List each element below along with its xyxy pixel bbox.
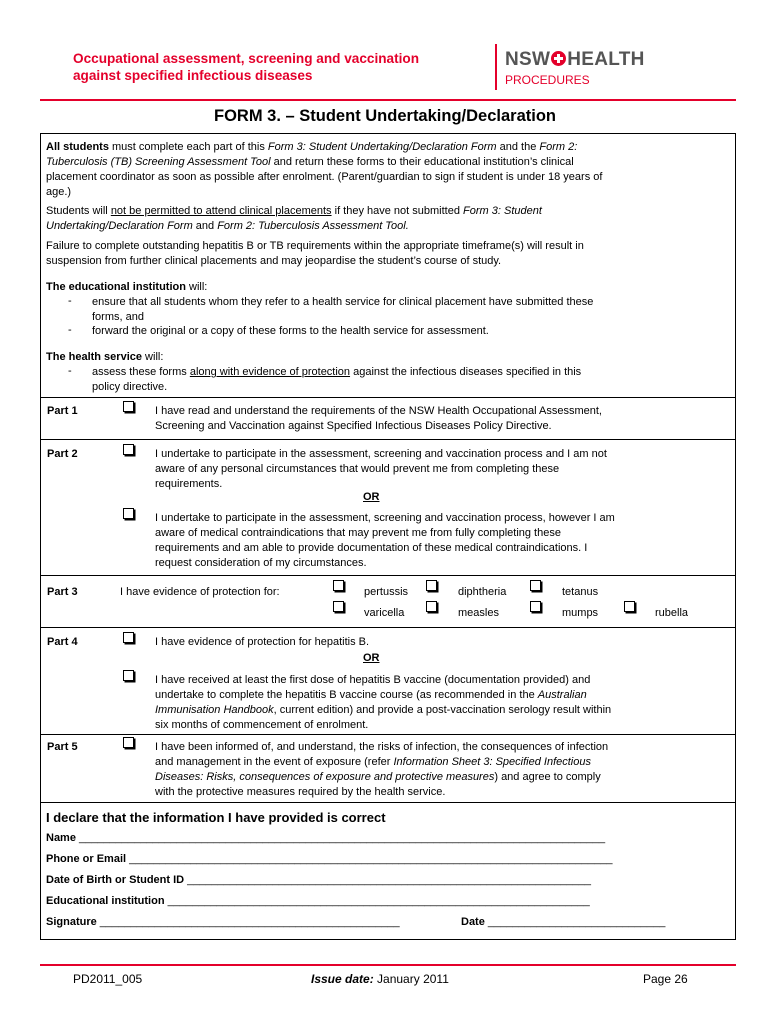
varicella-checkbox[interactable]	[333, 601, 344, 612]
header-title-line1: Occupational assessment, screening and vaccination	[73, 51, 420, 66]
educational-institution-field[interactable]: Educational institution _____________________________________________________________________	[46, 895, 590, 907]
header-title-line2: against specified infectious diseases	[73, 68, 313, 83]
part-5-checkbox[interactable]	[123, 737, 134, 748]
part-1-label: Part 1	[47, 405, 78, 417]
part-3-lead: I have evidence of protection for:	[120, 586, 280, 598]
part-5-label: Part 5	[47, 741, 78, 753]
health-service-heading: The health service will:	[46, 351, 164, 363]
diphtheria-label: diphtheria	[458, 586, 507, 598]
educational-bullet-1: ensure that all students whom they refer to a health service for clinical placement have submitted these forms, and	[92, 296, 594, 323]
part-2-or: OR	[363, 491, 380, 503]
part-4-label: Part 4	[47, 636, 78, 648]
footer-doc-id: PD2011_005	[73, 972, 143, 986]
row-divider	[40, 439, 736, 440]
header-rule	[40, 99, 736, 101]
bullet-dash: -	[68, 324, 72, 336]
signature-field[interactable]: Signature _________________________________________________	[46, 916, 400, 928]
phone-email-field[interactable]: Phone or Email _______________________________________________________________________________	[46, 853, 613, 865]
health-service-bullet-1: assess these forms along with evidence of protection against the infectious diseases specified in this policy directive.	[92, 366, 582, 393]
part-1-checkbox[interactable]	[123, 401, 134, 412]
nsw-health-logo	[505, 50, 645, 70]
dob-student-id-field[interactable]: Date of Birth or Student ID __________________________________________________________________	[46, 874, 591, 886]
part-4a-text: I have evidence of protection for hepatitis B.	[155, 636, 370, 648]
logo-subtitle: PROCEDURES	[505, 73, 590, 87]
intro-paragraph-1: All students must complete each part of this Form 3: Student Undertaking/Declaration Form and the Form 2: Tuberculosis (TB) Screening Assessment Tool and return these forms to their educational institution’s clinical placement coordinator as soon as possible after enrolment. (Parent/guardian to sign if student is under 18 years of age.)	[46, 141, 603, 198]
intro-paragraph-3: Failure to complete outstanding hepatitis B or TB requirements within the appropriate timeframe(s) will result in suspension from further clinical placements and may jeopardise the student’s course of study.	[46, 240, 584, 267]
footer-rule	[40, 964, 736, 966]
educational-heading: The educational institution will:	[46, 281, 208, 293]
intro-paragraph-2: Students will not be permitted to attend clinical placements if they have not submitted Form 3: Student Undertaking/Declaration Form and Form 2: Tuberculosis Assessment Tool.	[46, 205, 542, 232]
row-divider	[40, 575, 736, 576]
name-field[interactable]: Name ______________________________________________________________________________________	[46, 832, 606, 844]
row-divider	[40, 627, 736, 628]
part-3-label: Part 3	[47, 586, 78, 598]
row-divider	[40, 802, 736, 803]
part-2-label: Part 2	[47, 448, 78, 460]
part-1-text: I have read and understand the requirements of the NSW Health Occupational Assessment, Screening and Vaccination against Specified Infectious Diseases Policy Directive.	[155, 405, 602, 432]
measles-checkbox[interactable]	[426, 601, 437, 612]
footer-issue-date: Issue date: January 2011	[311, 972, 449, 986]
part-4b-text: I have received at least the first dose of hepatitis B vaccine (documentation provided) and undertake to complete the hepatitis B vaccine course (as recommended in the Australian Immunisation Handbook, current edition) and provide a post-vaccination serology result within six months of commencement of enrolment.	[155, 674, 612, 731]
pertussis-checkbox[interactable]	[333, 580, 344, 591]
bullet-dash: -	[68, 365, 72, 377]
document-header-title	[73, 50, 483, 84]
mumps-checkbox[interactable]	[530, 601, 541, 612]
part-4a-checkbox[interactable]	[123, 632, 134, 643]
part-2b-checkbox[interactable]	[123, 508, 134, 519]
part-4b-checkbox[interactable]	[123, 670, 134, 681]
part-4-or: OR	[363, 652, 380, 664]
diphtheria-checkbox[interactable]	[426, 580, 437, 591]
tetanus-label: tetanus	[562, 586, 599, 598]
form-title: FORM 3. – Student Undertaking/Declaration	[214, 107, 556, 125]
declaration-title: I declare that the information I have provided is correct	[46, 810, 386, 825]
measles-label: measles	[458, 607, 499, 619]
tetanus-checkbox[interactable]	[530, 580, 541, 591]
footer-page-number: Page 26	[643, 972, 688, 986]
logo-text-nsw: NSW	[505, 49, 551, 70]
logo-text-health: HEALTH	[567, 49, 645, 70]
varicella-label: varicella	[364, 607, 405, 619]
rubella-label: rubella	[655, 607, 689, 619]
bullet-dash: -	[68, 295, 72, 307]
date-field[interactable]: Date _____________________________	[461, 916, 666, 928]
header-divider	[495, 44, 497, 90]
rubella-checkbox[interactable]	[624, 601, 635, 612]
part-2b-text: I undertake to participate in the assessment, screening and vaccination process, however I am aware of medical contraindications that may prevent me from fully completing these requirements and am able to provide documentation of these medical contraindications. I request consideration of my circumstances.	[155, 512, 615, 569]
part-2a-checkbox[interactable]	[123, 444, 134, 455]
health-cross-icon	[551, 51, 566, 66]
pertussis-label: pertussis	[364, 586, 409, 598]
part-2a-text: I undertake to participate in the assessment, screening and vaccination process and I am not aware of any personal circumstances that would prevent me from completing these requirements.	[155, 448, 607, 490]
mumps-label: mumps	[562, 607, 599, 619]
row-divider	[40, 397, 736, 398]
part-5-text: I have been informed of, and understand, the risks of infection, the consequences of infection and management in the event of exposure (refer Information Sheet 3: Specified Infectious Diseases: Risks, consequences of exposure and protective measures) and agree to comply with the protective measures required by the health service.	[155, 741, 609, 798]
educational-bullet-2: forward the original or a copy of these forms to the health service for assessment.	[92, 325, 489, 337]
row-divider	[40, 734, 736, 735]
